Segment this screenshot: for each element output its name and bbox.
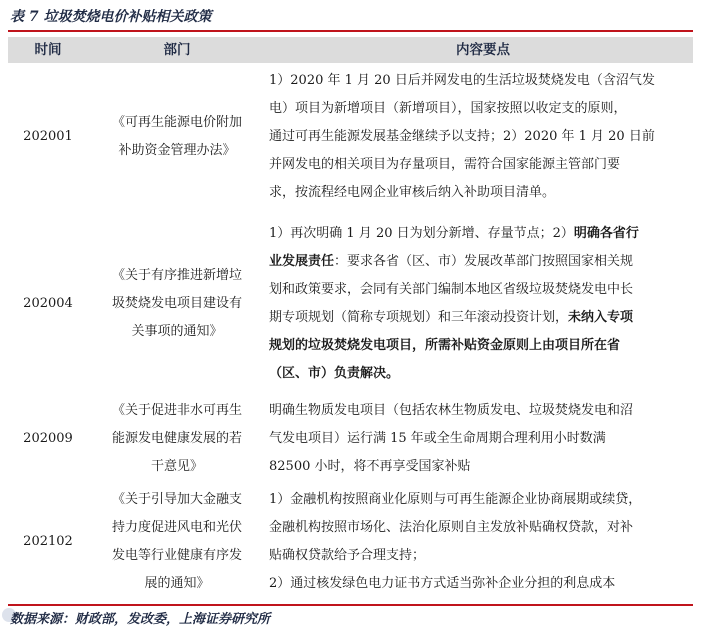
row-department	[92, 262, 262, 346]
content-text: 1）金融机构按照商业化原则与可再生能源企业协商展期或续贷，	[269, 492, 642, 507]
row-department	[92, 109, 262, 165]
content-text-bold: （区、市）负责解决。	[269, 366, 400, 381]
row-time: 202001	[23, 129, 73, 144]
column-header-department: 部门	[163, 42, 191, 58]
content-line	[269, 95, 697, 123]
content-line	[269, 248, 697, 276]
content-text: 划和政策要求，会同有关部门编制本地区省级垃圾焚烧发电中长	[269, 282, 634, 297]
content-text: 期专项规划（简称专项规划）和三年滚动投资计划，	[269, 310, 569, 325]
department-line: 《可再生能源电价附加	[111, 115, 242, 130]
row-time: 202102	[23, 534, 73, 549]
content-text-bold: 未纳入专项	[568, 310, 634, 325]
row-content	[269, 220, 697, 388]
table-row	[8, 397, 693, 481]
table-header	[8, 37, 693, 63]
department-line: 展的通知》	[144, 576, 210, 591]
content-text: 并网发电的相关项目为存量项目，需符合国家能源主管部门要	[269, 157, 621, 172]
content-line	[269, 220, 697, 248]
department-line: 《关于促进非水可再生	[111, 403, 242, 418]
content-text: 气发电项目）运行满 15 年或全生命周期合理利用小时数满	[269, 431, 606, 446]
content-line	[269, 514, 697, 542]
content-text: ：要求各省（区、市）发展改革部门按照国家相关规	[334, 254, 634, 269]
department-line: 持力度促进风电和光伏	[111, 520, 242, 535]
content-line	[269, 360, 697, 388]
content-line	[269, 67, 697, 95]
bottom-rule	[8, 604, 693, 606]
content-line	[269, 453, 697, 481]
content-text: 求，按流程经电网企业审核后纳入补助项目清单。	[269, 185, 556, 200]
column-header-time: 时间	[34, 42, 62, 58]
content-text: 电）项目为新增项目（新增项目），国家按照以收定支的原则，	[269, 101, 627, 116]
department-line: 关事项的通知》	[131, 324, 223, 339]
table-row	[8, 67, 693, 207]
table-title: 表 7 垃圾焚烧电价补贴相关政策	[10, 9, 212, 25]
content-text: 2）通过核发绿色电力证书方式适当弥补企业分担的利息成本	[269, 576, 616, 591]
top-rule	[8, 30, 693, 32]
content-line	[269, 425, 697, 453]
row-department	[92, 486, 262, 598]
department-line: 圾焚烧发电项目建设有	[111, 296, 242, 311]
content-text: 通过可再生能源发展基金继续予以支持；2）2020 年 1 月 20 日前	[269, 129, 655, 144]
content-line	[269, 397, 697, 425]
department-line: 补助资金管理办法》	[118, 143, 236, 158]
department-line: 《关于引导加大金融支	[111, 492, 242, 507]
row-time: 202009	[23, 431, 73, 446]
row-time: 202004	[23, 296, 73, 311]
column-header-content: 内容要点	[456, 42, 510, 58]
content-text: 1）2020 年 1 月 20 日后并网发电的生活垃圾焚烧发电（含沼气发	[269, 73, 655, 88]
content-line	[269, 276, 697, 304]
content-text: 贴确权贷款给予合理支持；	[269, 548, 426, 563]
content-line	[269, 542, 697, 570]
row-content	[269, 486, 697, 598]
content-line	[269, 179, 697, 207]
content-text: 金融机构按照市场化、法治化原则自主发放补贴确权贷款，对补	[269, 520, 634, 535]
row-content	[269, 67, 697, 207]
department-line: 能源发电健康发展的若	[111, 431, 242, 446]
department-line: 《关于有序推进新增垃	[111, 268, 242, 283]
row-content	[269, 397, 697, 481]
department-line: 发电等行业健康有序发	[111, 548, 242, 563]
content-text: 1）再次明确 1 月 20 日为划分新增、存量节点；2）	[269, 226, 574, 241]
content-text-bold: 业发展责任	[269, 254, 335, 269]
content-line	[269, 570, 697, 598]
content-text: 明确生物质发电项目（包括农林生物质发电、垃圾焚烧发电和沼	[269, 403, 634, 418]
content-line	[269, 304, 697, 332]
content-line	[269, 486, 697, 514]
content-text: 82500 小时，将不再享受国家补贴	[269, 459, 471, 474]
table-row	[8, 220, 693, 388]
department-line: 干意见》	[150, 459, 203, 474]
content-line	[269, 123, 697, 151]
content-text-bold: 规划的垃圾焚烧发电项目，所需补贴资金原则上由项目所在省	[269, 338, 621, 353]
content-text-bold: 明确各省行	[573, 226, 639, 241]
table-row	[8, 486, 693, 598]
content-line	[269, 151, 697, 179]
content-line	[269, 332, 697, 360]
source-note: 数据来源：财政部，发改委，上海证券研究所	[10, 612, 271, 627]
row-department	[92, 397, 262, 481]
